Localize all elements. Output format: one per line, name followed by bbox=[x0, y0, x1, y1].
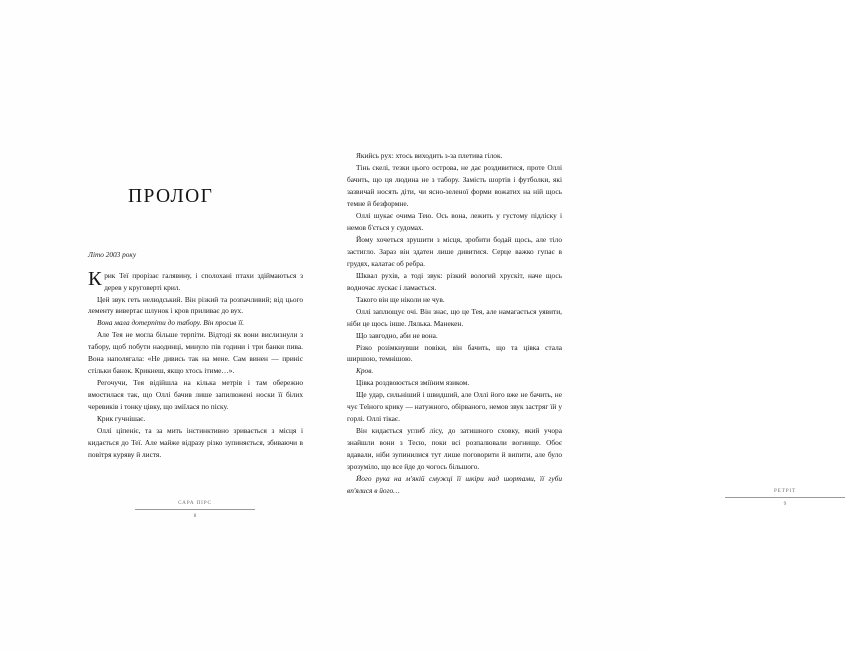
paragraph: Але Тея не могла більше терпіти. Відтоді як вони вислизнули з табору, щоб побути наодинці, минуло пів години і три банки пива. Вона наполягала: «Не дивись так на мене. Сам винен — приніс стільки банок. Крикнеш, якщо хтось ітиме…». bbox=[88, 330, 303, 376]
footer-rule bbox=[135, 500, 255, 510]
paragraph: Оллі ціпеніє, та за мить інстинктивно зривається з місця і кидається до Теї. Але майже відразу різко зупиняється, збиваючи в повітря куряву й листя. bbox=[88, 426, 303, 460]
paragraph-italic: Його рука на м'якій смужці її шкіри над шортами, її губи вп'ялися в його… bbox=[347, 474, 562, 496]
footer-running-title: РЕТРІТ bbox=[773, 488, 797, 494]
paragraph: Якийсь рух: хтось виходить з-за плетива гілок. bbox=[356, 151, 503, 160]
left-page-text-column bbox=[88, 186, 303, 461]
footer-running-title: САРА ПІРС bbox=[178, 500, 212, 506]
paragraph: Ще удар, сильніший і швидший, але Оллі його вже не бачить, не чує Теїного крику — натужного, обірваного, немов звук застряг їй у горлі. Оллі тікає. bbox=[347, 390, 562, 424]
right-page-text-column bbox=[347, 150, 562, 497]
page-number: 9 bbox=[783, 501, 787, 507]
paragraph: Різко розімкнувши повіки, він бачить, що та цівка стала ширшою, темнішою. bbox=[347, 342, 562, 364]
paragraph: Оллі шукає очима Тею. Ось вона, лежить у густому підліску і немов б'ється у судомах. bbox=[347, 210, 562, 232]
paragraph: Такого він ще ніколи не чув. bbox=[356, 294, 445, 304]
paragraph-dropcap: Крик Теї прорізає галявину, і сполохані птахи здіймаються з дерев у круговерті крил. bbox=[88, 267, 303, 292]
footer-rule bbox=[725, 488, 845, 498]
right-page-footer bbox=[725, 488, 845, 507]
left-page bbox=[0, 0, 325, 650]
paragraph: Що завгодно, аби не вона. bbox=[356, 330, 438, 340]
paragraph: Цей звук геть нелюдський. Він різкий та розпачливий; від цього лементу вивертає шлунок і кров приливає до вух. bbox=[88, 294, 303, 316]
paragraph: Крик гучнішає. bbox=[97, 414, 146, 424]
paragraph: Оллі заплющує очі. Він знає, що це Тея, але намагається уявити, ніби це щось інше. Лялька. Манекен. bbox=[347, 306, 562, 328]
paragraph: Шквал рухів, а тоді звук: різкий вологий хрускіт, наче щось водночас лускає і ламається. bbox=[347, 270, 562, 292]
paragraph: Тінь скелі, тезки цього острова, не дає роздивитися, проте Оллі бачить, що ця людина не з табору. Замість шортів і футболки, які зазвичай носять діти, чи ясно-зеленої форми вожатих на ній щось темне й безформне. bbox=[347, 162, 562, 208]
paragraph: Регочучи, Тея відійшла на кілька метрів і там обережно вмостилася так, що Оллі бачив лише запилюжені носки її білих черевиків і тонку цівку, що зміїлася по піску. bbox=[88, 378, 303, 412]
dateline: Літо 2003 року bbox=[88, 250, 137, 259]
paragraph: Цівка роздвоюється зміїним язиком. bbox=[356, 378, 470, 388]
chapter-title: ПРОЛОГ bbox=[128, 186, 214, 207]
left-page-footer bbox=[135, 500, 255, 519]
paragraph: Йому хочеться зрушити з місця, зробити бодай щось, але тіло застигло. Зараз він здатен лише дивитися. Серце важко гупає в грудях, калатає об ребра. bbox=[347, 234, 562, 268]
paragraph-italic: Вона мала дотерпіти до табору. Він просив її. bbox=[97, 318, 245, 328]
right-page bbox=[325, 0, 797, 650]
paragraph-italic: Кров. bbox=[356, 366, 374, 376]
page-number: 8 bbox=[193, 513, 197, 519]
paragraph: Він кидається углиб лісу, до затишного сховку, який учора знайшли вони з Тесю, поки всі розпалювали вогнище. Обоє вдавали, ніби зупинилися тут лише поговорити й випити, але було зрозуміло, що все йде до чогось більшого. bbox=[347, 426, 562, 472]
